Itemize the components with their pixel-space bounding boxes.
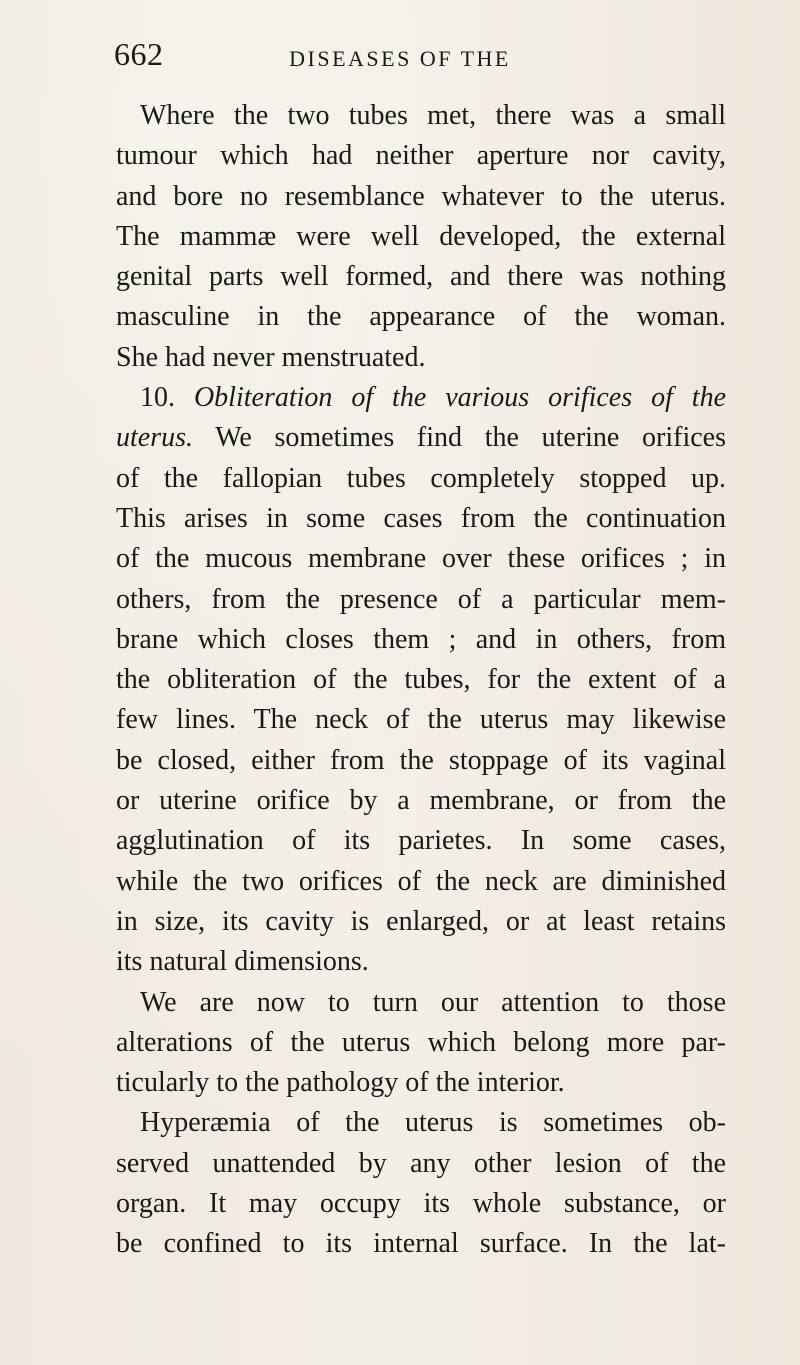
text-line: others, from the presence of a particular mem- [116,583,726,615]
text-line: alterations of the uterus which belong more par- [116,1026,726,1058]
text-line: its natural dimensions. [116,946,369,978]
text-line: or uterine orifice by a membrane, or from the [116,785,726,817]
text-line: few lines. The neck of the uterus may likewise [116,704,726,736]
section-heading-line [116,378,726,418]
page-number: 662 [114,36,164,72]
text-line: Where the two tubes met, there was a small [140,100,726,131]
text-line: We are now to turn our attention to those [140,986,726,1018]
text-line: genital parts well formed, and there was nothing [116,261,726,293]
text-line: agglutination of its parietes. In some cases, [116,825,726,857]
text-line: Hyperæmia of the uterus is sometimes ob- [140,1107,726,1139]
section-number: 10. [140,382,175,414]
text-line: masculine in the appearance of the woman. [116,301,726,333]
text-line: be closed, either from the stoppage of its vaginal [116,744,726,776]
section-text: We sometimes find the uterine orifices [215,422,726,454]
text-line: of the fallopian tubes completely stopped up. [116,462,726,494]
body-text [116,96,726,1265]
page-header [0,36,800,84]
text-line: tumour which had neither aperture nor cavity, [116,140,726,172]
text-line: the obliteration of the tubes, for the extent of a [116,664,726,696]
text-line: She had never menstruated. [116,341,426,373]
text-line: be confined to its internal surface. In the lat- [116,1228,726,1260]
running-head: DISEASES OF THE [289,46,511,71]
section-heading-end: uterus. [116,422,193,454]
text-line: This arises in some cases from the continuation [116,502,726,534]
text-line: organ. It may occupy its whole substance, or [116,1188,726,1220]
text-line [116,418,726,458]
section-heading: Obliteration of the various orifices of the [193,382,727,414]
text-line: The mammæ were well developed, the external [116,220,726,252]
text-line: while the two orifices of the neck are diminished [116,865,726,897]
text-line: of the mucous membrane over these orifices ; in [116,543,726,575]
text-line: ticularly to the pathology of the interior. [116,1067,565,1099]
text-line: served unattended by any other lesion of the [116,1147,726,1179]
text-line: in size, its cavity is enlarged, or at least retains [116,905,726,937]
text-line: and bore no resemblance whatever to the uterus. [116,180,726,212]
text-line: brane which closes them ; and in others, from [116,623,726,655]
